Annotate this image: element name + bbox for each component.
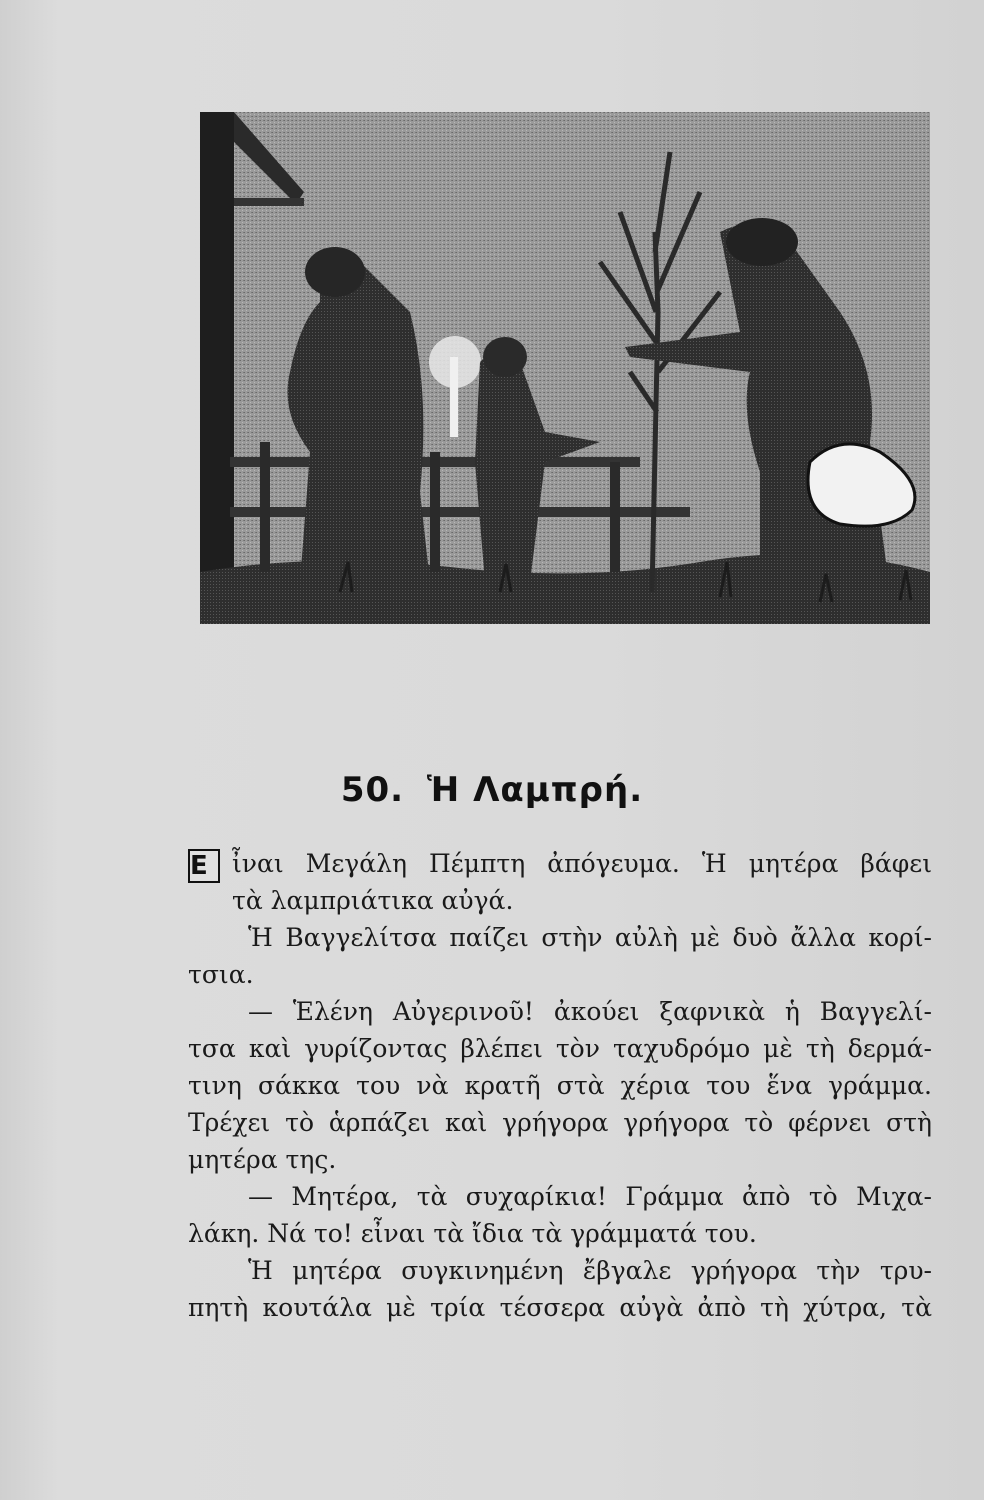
drop-cap: Ε (188, 849, 220, 883)
chapter-heading (0, 770, 984, 810)
text-line: — Ἑλένη Αὐγερινοῦ! ἀκούει ξαφνικὰ ἡ Βαγγελί- (248, 997, 932, 1026)
text-line (188, 845, 932, 882)
text-line: τινη σάκκα του νὰ κρατῆ στὰ χέρια του ἕνα γράμμα. (188, 1071, 932, 1100)
text-line: μητέρα της. (188, 1145, 337, 1174)
text-line: Ἡ Βαγγελίτσα παίζει στὴν αὐλὴ μὲ δυὸ ἄλλα κορί- (248, 923, 932, 952)
text-line: λάκη. Νά το! εἶναι τὰ ἴδια τὰ γράμματά του. (188, 1219, 757, 1248)
text-line: Τρέχει τὸ ἁρπάζει καὶ γρήγορα γρήγορα τὸ φέρνει στὴ (188, 1108, 932, 1137)
text-line: — Μητέρα, τὰ συχαρίκια! Γράμμα ἀπὸ τὸ Μιχα- (248, 1182, 932, 1211)
text-line: Ἡ μητέρα συγκινημένη ἔβγαλε γρήγορα τὴν τρυ- (248, 1256, 932, 1285)
text-line-content: ἶναι Μεγάλη Πέμπτη ἀπόγευμα. Ἡ μητέρα βάφει (232, 849, 932, 878)
text-line: τὰ λαμπριάτικα αὐγά. (232, 886, 514, 915)
text-line: τσα καὶ γυρίζοντας βλέπει τὸν ταχυδρόμο μὲ τὴ δερμά- (188, 1034, 932, 1063)
illustration (200, 112, 930, 624)
body-text (188, 845, 932, 1326)
chapter-title: Ἡ Λαμπρή. (426, 770, 644, 810)
illustration-drawing (200, 112, 930, 624)
chapter-number: 50. (340, 770, 405, 810)
text-line: τσια. (188, 960, 254, 989)
text-line: πητὴ κουτάλα μὲ τρία τέσσερα αὐγὰ ἀπὸ τὴ χύτρα, τὰ (188, 1293, 932, 1322)
